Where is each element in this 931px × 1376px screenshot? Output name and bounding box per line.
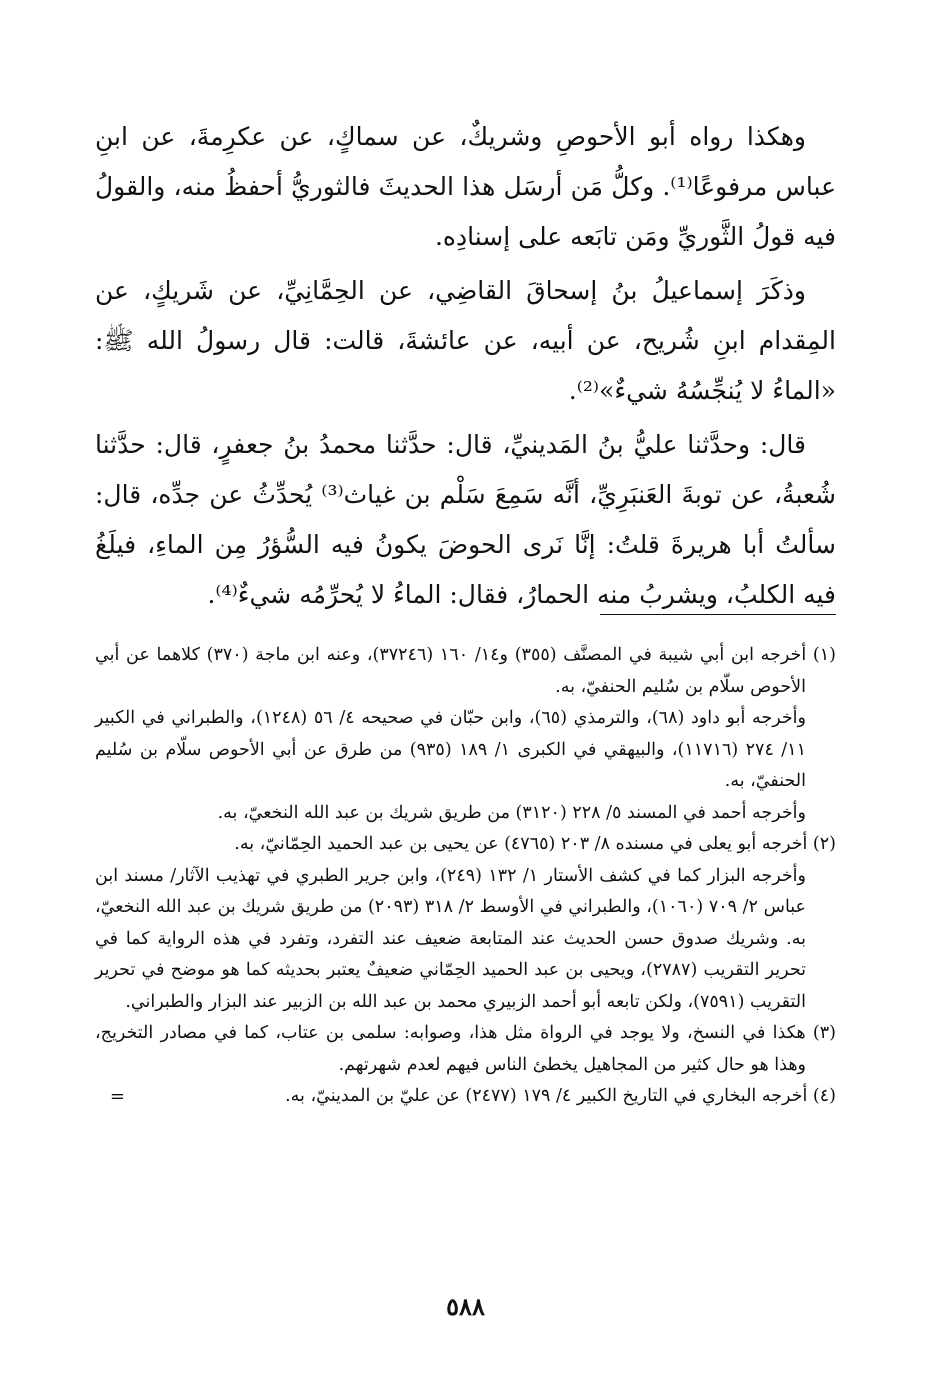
footnote-continuation: وأخرجه البزار كما في كشف الأستار ١/ ١٣٢ (٢٤٩)، وابن جرير الطبري في تهذيب الآثار/ مسند ابن عباس ٢/ ٧٠٩ (١٠٦٠)، والطبراني في الأوسط ٢/ ٣١٨ (٢٠٩٣) من طريق شريك بن عبد الله النخعيّ، به. وشريك صدوق حسن الحديث عند المتابعة ضعيف عند التفرد، وتفرد في هذه الرواية كما في تحرير التقريب (٢٧٨٧)، ويحيى بن عبد الحميد الحِمّاني ضعيفٌ يعتبر بحديثه كما هو موضح في تحرير التقريب (٧٥٩١)، ولكن تابعه أبو أحمد الزبيري محمد بن عبد الله بن الزبير عند البزار والطبراني. <box>95 865 806 1012</box>
footnote-separator <box>600 614 836 615</box>
footnote: (٢) أخرجه أبو يعلى في مسنده ٨/ ٢٠٣ (٤٧٦٥) عن يحيى بن عبد الحميد الحِمّانيّ، به. <box>234 834 836 854</box>
footnote-continuation: وأخرجه أحمد في المسند ٥/ ٢٢٨ (٣١٢٠) من طريق شريك بن عبد الله النخعيّ، به. <box>217 802 806 823</box>
page-number: ٥٨٨ <box>446 1292 485 1321</box>
main-paragraph: قال: وحدَّثنا عليُّ بنُ المَدينيِّ، قال: حدَّثنا محمدُ بنُ جعفرٍ، قال: حدَّثنا شُعبةُ، عن توبةَ العَنبَرِيِّ، أنَّه سَمِعَ سَلْم بن غياث⁽³⁾ يُحدِّثُ عن جدِّه، قال: سألتُ أبا هريرةَ قلتُ: إنَّا نَرى الحوضَ يكونُ فيه السُّؤرُ مِن الماءِ، فيلَغُ فيه الكلبُ، ويشربُ منه الحمارُ، فقال: الماءُ لا يُحرِّمُه شيءٌ⁽⁴⁾. <box>95 430 837 609</box>
footnotes <box>95 640 836 1113</box>
footnote: (١) أخرجه ابن أبي شيبة في المصنَّف (٣٥٥) و١٤/ ١٦٠ (٣٧٢٤٦)، وعنه ابن ماجة (٣٧٠) كلاهما عن أبي الأحوص سلّام بن سُليم الحنفيّ، به. <box>95 645 836 697</box>
footnote: (٤) أخرجه البخاري في التاريخ الكبير ٤/ ١٧٩ (٢٤٧٧) عن عليّ بن المدينيّ، به. <box>285 1086 836 1106</box>
main-paragraph: وهكذا رواه أبو الأحوصِ وشريكٌ، عن سماكٍ، عن عكرِمةَ، عن ابنِ عباس مرفوعًا⁽¹⁾. وكلُّ مَن أرسَل هذا الحديثَ فالثوريُّ أحفظُ منه، والقولُ فيه قولُ الثَّوريِّ ومَن تابَعه على إسنادِه. <box>95 122 836 251</box>
footnote-continuation: وأخرجه أبو داود (٦٨)، والترمذي (٦٥)، وابن حبّان في صحيحه ٤/ ٥٦ (١٢٤٨)، والطبراني في الكبير ١١/ ٢٧٤ (١١٧١٦)، والبيهقي في الكبرى ١/ ١٨٩ (٩٣٥) من طرق عن أبي الأحوص سلّام بن سُليم الحنفيّ، به. <box>95 708 806 791</box>
footnote-last-wrapper: (٤) أخرجه البخاري في التاريخ الكبير ٤/ ١٧٩ (٢٤٧٧) عن عليّ بن المدينيّ، به. = <box>109 1086 836 1107</box>
book-page <box>95 112 836 1376</box>
footnote: (٣) هكذا في النسخ، ولا يوجد في الرواة مثل هذا، وصوابه: سلمى بن عتاب، كما في مصادر التخريج، وهذا هو حال كثير من المجاهيل يخطئ الناس فيهم لعدم شهرتهم. <box>95 1023 836 1075</box>
main-text <box>95 112 836 620</box>
main-paragraph: وذكَرَ إسماعيلُ بنُ إسحاقَ القاضِي، عن الحِمَّانِيِّ، عن شَريكٍ، عن المِقدام ابنِ شُريح، عن أبيه، عن عائشةَ، قالت: قال رسولُ الله ﷺ: «الماءُ لا يُنجِّسُهُ شيءٌ»⁽²⁾. <box>95 276 836 405</box>
